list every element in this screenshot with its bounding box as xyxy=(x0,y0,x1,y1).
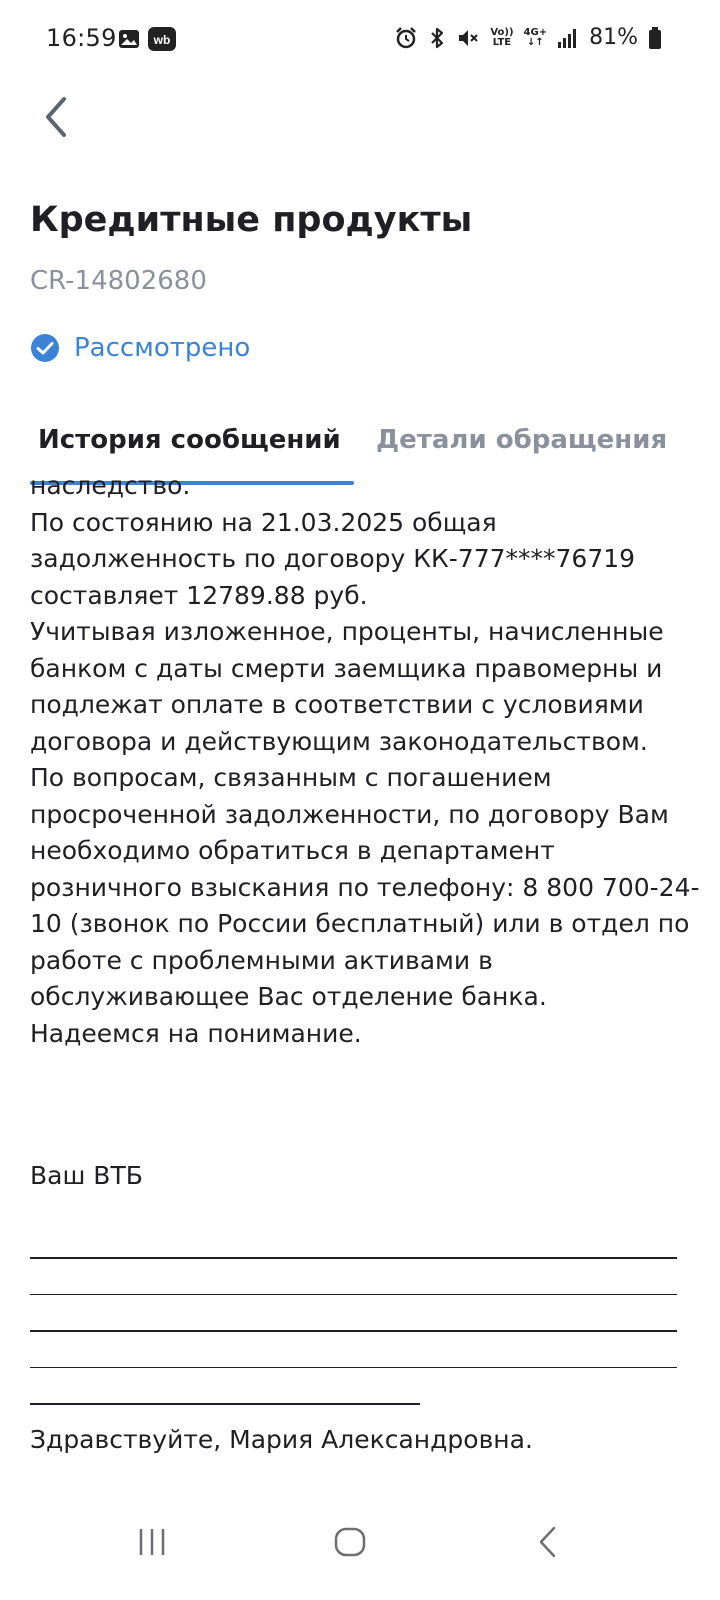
status-bar xyxy=(0,0,720,80)
message-scroll-area[interactable] xyxy=(0,471,720,1487)
chevron-left-icon xyxy=(40,95,70,139)
home-icon xyxy=(333,1525,367,1559)
notification-icons xyxy=(118,27,176,51)
separator-line xyxy=(30,1294,677,1296)
network-type-icon: 4G+ ↓↑ xyxy=(523,26,548,48)
back-button[interactable] xyxy=(30,90,80,144)
system-navigation-bar xyxy=(0,1492,720,1600)
separator-line xyxy=(30,1403,420,1405)
signal-icon xyxy=(557,27,579,49)
alarm-icon xyxy=(394,26,418,50)
status-text: Рассмотрено xyxy=(74,333,251,363)
check-circle-icon xyxy=(30,333,60,363)
svg-text:wb: wb xyxy=(153,33,171,47)
bluetooth-icon xyxy=(428,26,446,50)
separator-line xyxy=(30,1257,677,1259)
mute-icon xyxy=(456,26,480,50)
message-separator xyxy=(30,1257,677,1440)
system-back-button[interactable] xyxy=(518,1512,578,1572)
page-title: Кредитные продукты xyxy=(30,200,473,240)
wb-app-icon xyxy=(148,27,176,51)
message-body: наследство. По состоянию на 21.03.2025 общая задолженность по договору КК-777****76719 составляет 12789.88 руб. Учитывая изложенное, проценты, начисленные банком с даты смерти заемщика правомерны и подлежат оплате в соответствии с условиями договора и действующим законодательством. По вопросам, связанным с погашением просроченной задолженности, по договору Вам необходимо обратиться в департамент розничного взыскания по телефону: 8 800 700-24-10 (звонок по России бесплатный) или в отдел по работе с проблемными активами в обслуживающее Вас отделение банка. Надеемся на понимание. xyxy=(30,471,700,1048)
system-icons xyxy=(394,25,662,50)
ticket-id: CR-14802680 xyxy=(30,266,207,296)
separator-line xyxy=(30,1367,677,1369)
separator-line xyxy=(30,1330,677,1332)
gallery-icon xyxy=(118,28,140,50)
volte-icon: Vo)) LTE xyxy=(490,26,514,48)
home-button[interactable] xyxy=(320,1512,380,1572)
recents-icon xyxy=(135,1526,169,1558)
tab-message-history[interactable]: История сообщений xyxy=(38,425,341,455)
next-message-greeting: Здравствуйте, Мария Александровна. xyxy=(30,1425,533,1454)
status-badge xyxy=(30,333,250,363)
battery-percent: 81% xyxy=(589,25,638,50)
chevron-left-icon xyxy=(536,1525,560,1559)
status-time: 16:59 xyxy=(46,24,117,52)
message-signature: Ваш ВТБ xyxy=(30,1161,143,1190)
recents-button[interactable] xyxy=(122,1512,182,1572)
battery-icon xyxy=(648,26,662,50)
tab-request-details[interactable]: Детали обращения xyxy=(376,425,668,455)
